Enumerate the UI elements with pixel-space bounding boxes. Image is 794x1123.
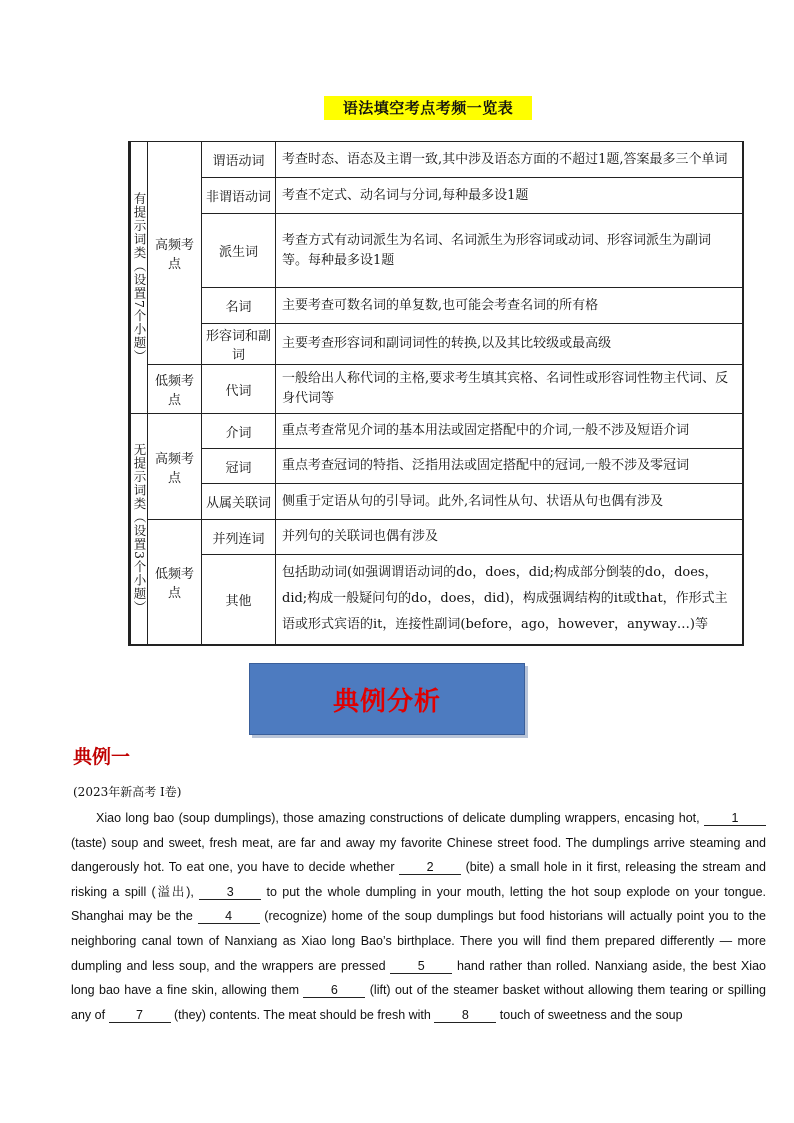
- answer-blank[interactable]: 7: [109, 1008, 171, 1023]
- section-banner: 典例分析: [249, 663, 525, 735]
- level-cell: 低频考点: [148, 520, 202, 645]
- answer-blank[interactable]: 6: [303, 983, 365, 998]
- table-title: 语法填空考点考频一览表: [324, 96, 532, 120]
- table-row: [130, 449, 743, 484]
- passage-text: to put the whole dumpling in your mouth, letting the hot soup explode on your tongue. Shanghai may be the: [71, 884, 766, 924]
- item-name: 冠词: [202, 449, 276, 484]
- passage-text: (lift) out of the steamer basket without allowing them tearing or spilling any of: [71, 983, 766, 1022]
- item-name: 代词: [202, 365, 276, 414]
- item-name: 并列连词: [202, 520, 276, 555]
- level-cell: 高频考点: [148, 142, 202, 365]
- cloze-passage: [71, 806, 766, 1027]
- item-name: 名词: [202, 288, 276, 324]
- level-cell: 高频考点: [148, 414, 202, 520]
- item-name: 形容词和副词: [202, 324, 276, 365]
- answer-blank[interactable]: 2: [399, 860, 461, 875]
- table-row: [130, 555, 743, 645]
- passage-text: touch of sweetness and the soup: [496, 1007, 683, 1022]
- answer-blank[interactable]: 8: [434, 1008, 496, 1023]
- table-row: [130, 142, 743, 178]
- table-row: [130, 484, 743, 520]
- item-desc: 并列句的关联词也偶有涉及: [276, 520, 743, 555]
- table-row: [130, 520, 743, 555]
- frequency-table: [128, 141, 744, 646]
- passage-text: (taste) soup and sweet, fresh meat, are far and away my favorite Chinese street food. The dumplings arrive steaming and dangerously hot. To eat one, you have to decide whether: [71, 835, 766, 875]
- table-row: [130, 178, 743, 214]
- item-name: 从属关联词: [202, 484, 276, 520]
- item-name: 谓语动词: [202, 142, 276, 178]
- item-desc: 考查不定式、动名词与分词,每种最多设1题: [276, 178, 743, 214]
- table-row: [130, 365, 743, 414]
- passage-text: (bite) a small hole in it first, releasing the stream and risking a spill (溢出),: [71, 860, 766, 899]
- table-row: [130, 214, 743, 288]
- category-cell: 有提示词类（设置7个小题）: [130, 142, 148, 414]
- answer-blank[interactable]: 1: [704, 811, 766, 826]
- passage-text: (they) contents. The meat should be fresh with: [170, 1007, 435, 1022]
- item-desc: 一般给出人称代词的主格,要求考生填其宾格、名词性或形容词性物主代词、反身代词等: [276, 365, 743, 414]
- item-name: 派生词: [202, 214, 276, 288]
- item-desc: 考查时态、语态及主谓一致,其中涉及语态方面的不超过1题,答案最多三个单词: [276, 142, 743, 178]
- table-row: [130, 414, 743, 449]
- item-desc: 重点考查常见介词的基本用法或固定搭配中的介词,一般不涉及短语介词: [276, 414, 743, 449]
- table-row: [130, 288, 743, 324]
- answer-blank[interactable]: 5: [390, 959, 452, 974]
- item-desc: 重点考查冠词的特指、泛指用法或固定搭配中的冠词,一般不涉及零冠词: [276, 449, 743, 484]
- item-desc: 考查方式有动词派生为名词、名词派生为形容词或动词、形容词派生为副词等。每种最多设1题: [276, 214, 743, 288]
- passage-text: hand rather than rolled. Nanxiang aside, the best Xiao long bao have a fine skin, allowing them: [71, 958, 766, 998]
- level-cell: 低频考点: [148, 365, 202, 414]
- answer-blank[interactable]: 4: [198, 909, 260, 924]
- passage-text: (recognize) home of the soup dumplings but food historians will actually point you to the neighboring canal town of Nanxiang as Xiao long Bao’s birthplace. There you will find them prepared differently — more dumpling and less soup, and the wrappers are pressed: [71, 909, 766, 973]
- item-name: 介词: [202, 414, 276, 449]
- item-name: 非谓语动词: [202, 178, 276, 214]
- answer-blank[interactable]: 3: [199, 885, 261, 900]
- item-desc: 主要考查形容词和副词词性的转换,以及其比较级或最高级: [276, 324, 743, 365]
- passage-text: Xiao long bao (soup dumplings), those amazing constructions of delicate dumpling wrappers, encasing hot,: [96, 811, 704, 825]
- exam-source: (2023年新高考 I卷): [73, 785, 182, 799]
- example-heading: 典例一: [73, 746, 131, 768]
- item-desc: 侧重于定语从句的引导词。此外,名词性从句、状语从句也偶有涉及: [276, 484, 743, 520]
- item-name: 其他: [202, 555, 276, 645]
- item-desc: 主要考查可数名词的单复数,也可能会考查名词的所有格: [276, 288, 743, 324]
- table-row: [130, 324, 743, 365]
- item-desc: 包括助动词(如强调谓语动词的do，does，did;构成部分倒装的do，does，did;构成一般疑问句的do，does，did)，构成强调结构的it或that，作形式主语或形式宾语的it，连接性副词(before，ago，however，anyway…)等: [276, 555, 743, 645]
- category-cell: 无提示词类（设置3个小题）: [130, 414, 148, 645]
